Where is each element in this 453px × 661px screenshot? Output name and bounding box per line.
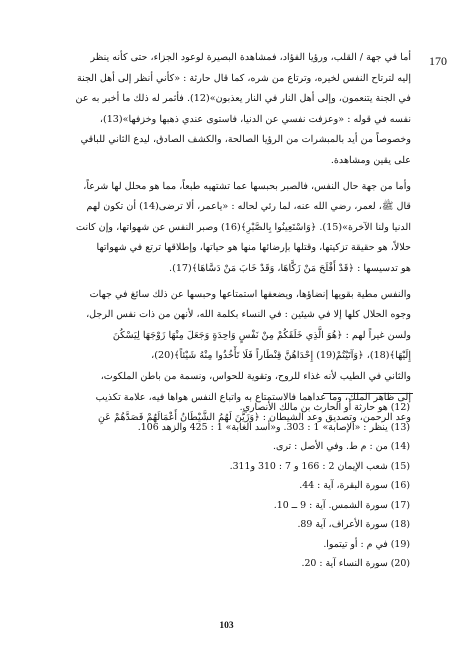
page-number: 103 bbox=[219, 621, 234, 631]
text-line: وعد الرحمن، وتصديق وعد الشيطان : ﴿وَزَيَّنَ لَهُمُ الشَّيْطَانُ أَعْمَالَهُمْ فَصَدَّهُمْ عَنِ bbox=[97, 412, 411, 424]
text-line: إِلَيْهَا﴾(18)، ﴿وَآتَيْتُمْ(19) إِحْدَاهُنَّ قِنْطَاراً فَلَا تَأْخُذُوا مِنْهُ شَيْئاً﴾(20)، bbox=[151, 350, 411, 362]
text-line: على يقين ومشاهدة. bbox=[330, 154, 411, 166]
text-line: نفسه في قوله : «وعزفت نفسي عن الدنيا، فاستوى عندي ذهبها وخزفها»(13)، bbox=[99, 113, 411, 125]
text-line: في الجنة يتنعمون، وإلى أهل النار في النار يعذبون»(12). فأثمر له ذلك ما أخبر به عن bbox=[75, 93, 411, 105]
main-text bbox=[38, 48, 411, 434]
text-line: وأما من جهة حال النفس، فالصبر بحبسها عما تشتهيه طبعاً، مما هو محلل لها شرعاً، bbox=[83, 180, 411, 192]
footnote: (20) سورة النساء آية : 20. bbox=[301, 558, 410, 569]
text-line: إلى ظاهر الملك، وما عداهما فالاستمتاع به واتباع النفس هواها فيه، علامة تكذيب bbox=[95, 391, 411, 403]
footnote: (18) سورة الأعراف، آية 89. bbox=[297, 519, 410, 530]
text-line: وخصوصاً من أيد بالمبشرات من الرؤيا الصالحة، والكشف الصادق، ليدع الثاني للباقي bbox=[80, 134, 411, 146]
footnote: (16) سورة البقرة، آية : 44. bbox=[299, 480, 410, 491]
footnote: (19) في م : أو تيتموا. bbox=[323, 538, 410, 550]
footnote: (14) من : م ط. وفي الأصل : ترى. bbox=[273, 441, 410, 452]
paragraph-heart bbox=[38, 48, 411, 172]
footnote: (17) سورة الشمس. آية : 9 ــ 10. bbox=[273, 499, 410, 511]
footnote: (13) ينظر : «الإصابة» 1 : 303. و«أسد الغابة» 1 : 425 والزهد 106. bbox=[137, 421, 410, 433]
footnote-divider bbox=[323, 393, 413, 394]
footnote: (12) هو حارثة أو الحارث بن مالك الأنصاري. bbox=[239, 402, 410, 413]
paragraph-self bbox=[38, 177, 411, 280]
text-line: وجوه الحلال كلها إلا في شيئين : في النساء بكلمة الله، لأنهن من ذات نفس الرجل، bbox=[86, 309, 411, 321]
footnotes bbox=[40, 398, 410, 574]
text-line: حلالاً، هو حقيقة تزكيتها، وقتلها بإرضائها منها هو حياتها، وإطلاقها ترتع في شهواتها bbox=[96, 242, 411, 254]
text-line: هو تدسيسها : ﴿قَدْ أَفْلَحَ مَنْ زَكَّاهَا، وَقَدْ خَابَ مَنْ دَسَّاهَا﴾(17). bbox=[169, 262, 411, 274]
text-line: الدنيا ولنا الآخرة»(15). ﴿وَاسْتَعِينُوا بِالصَّبْرِ﴾(16) وصبر النفس عن شهواتها، وإن كانت bbox=[76, 221, 411, 233]
margin-manuscript-number: 170 bbox=[429, 54, 447, 68]
text-line: قال ﷺ، لعمر، رضي الله عنه، لما رئي لحاله : «ياعمر، ألا ترضى(14) أن تكون لهم bbox=[86, 201, 411, 213]
text-line: ولسن غيراً لهم : ﴿هُوَ الَّذِي خَلَقَكُمْ مِنْ نَفْسٍ وَاحِدَةٍ وَجَعَلَ مِنْهَا زَوْجَهَا لِيَسْكُنَ bbox=[112, 329, 411, 341]
text-line: إليه لترتاح النفس لخيره، وترتاع من شره، كما قال حارثة : «كأني أنظر إلى أهل الجنة bbox=[76, 72, 411, 84]
text-line: والنفس مطية بقويها إنضاؤها، ويضعفها استمتاعها وحبسها عن ذلك سائغ في جهات bbox=[89, 288, 411, 300]
text-line: والثاني في الطيب لأنه غذاء للروح، وتقوية للحواس، ونسمة من باطن الملكوت، bbox=[100, 370, 411, 382]
footnote: (15) شعب الإيمان 2 : 166 و 7 : 310 و311. bbox=[229, 460, 410, 472]
text-line: أما في جهة / القلب، ورؤيا الفؤاد، فمشاهدة البصيرة لوعود الجزاء، حتى كأنه ينظر bbox=[90, 52, 411, 63]
